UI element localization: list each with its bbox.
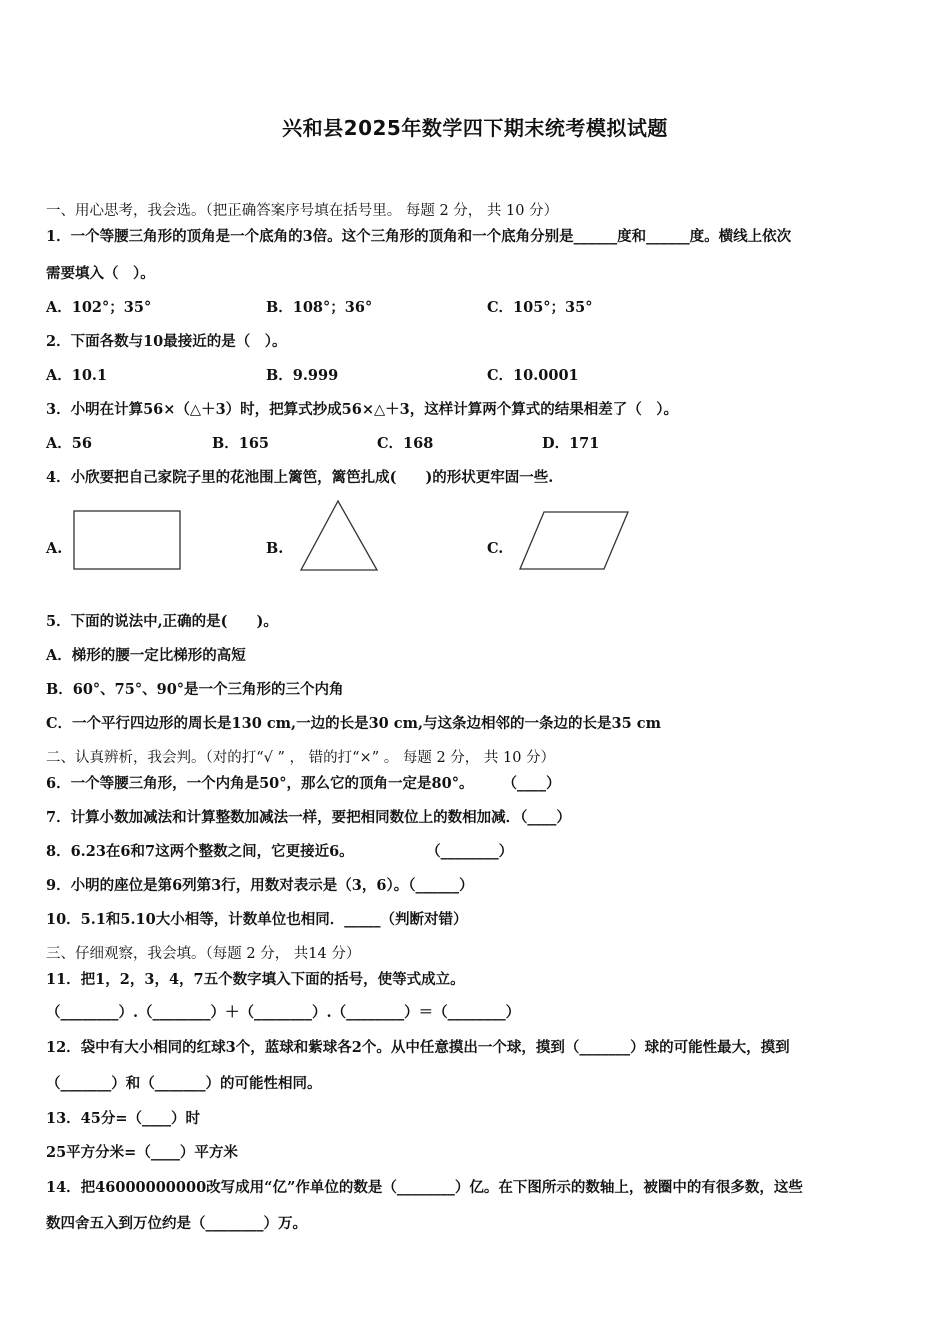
q12-text-line1: 12．袋中有大小相同的红球3个，蓝球和紫球各2个。从中任意摸出一个球，摸到（_______）球的可能性最大，摸到 bbox=[46, 1039, 790, 1056]
q5-text: 5．下面的说法中,正确的是( )。 bbox=[46, 613, 278, 630]
q1-option-a: A．102°；35° bbox=[46, 299, 152, 316]
q3-option-d: D．171 bbox=[542, 435, 600, 452]
parallelogram-shape bbox=[516, 509, 632, 573]
page-title: 兴和县2025年数学四下期末统考模拟试题 bbox=[282, 116, 668, 140]
section3-heading: 三、仔细观察，我会填。（每题 2 分， 共14 分） bbox=[46, 946, 361, 962]
q2-option-c: C．10.0001 bbox=[487, 367, 579, 384]
q8-text: 8．6.23在6和7这两个整数之间，它更接近6。 （________） bbox=[46, 843, 514, 860]
q4-text: 4．小欣要把自己家院子里的花池围上篱笆，篱笆扎成( )的形状更牢固一些. bbox=[46, 469, 554, 486]
q12-text-line2: （_______）和（_______）的可能性相同。 bbox=[46, 1075, 322, 1092]
q2-option-a: A．10.1 bbox=[46, 367, 108, 384]
q11-equation: （________）.（________）＋（________）.（________）＝（________） bbox=[46, 1004, 521, 1021]
q3-text: 3．小明在计算56×（△＋3）时，把算式抄成56×△＋3，这样计算两个算式的结果相差了（ ）。 bbox=[46, 401, 678, 418]
q5-option-a: A．梯形的腰一定比梯形的高短 bbox=[46, 647, 246, 664]
section1-heading: 一、用心思考，我会选。（把正确答案序号填在括号里。 每题 2 分， 共 10 分） bbox=[46, 203, 559, 219]
q2-option-b: B．9.999 bbox=[266, 367, 339, 384]
section2-heading: 二、认真辨析，我会判。（对的打“√ ” ， 错的打“×” 。 每题 2 分， 共 10 分） bbox=[46, 750, 556, 766]
q4-label-b: B. bbox=[266, 540, 284, 557]
triangle-shape bbox=[297, 498, 381, 574]
q4-label-c: C. bbox=[487, 540, 504, 557]
q1-option-b: B．108°；36° bbox=[266, 299, 373, 316]
q3-option-a: A．56 bbox=[46, 435, 92, 452]
q4-label-a: A. bbox=[46, 540, 63, 557]
q13-text-line2: 25平方分米=（____）平方米 bbox=[46, 1144, 238, 1161]
q9-text: 9．小明的座位是第6列第3行，用数对表示是（3，6）。（______） bbox=[46, 877, 474, 894]
q6-text: 6．一个等腰三角形，一个内角是50°，那么它的顶角一定是80°。 （____） bbox=[46, 775, 561, 792]
rectangle-shape bbox=[72, 509, 184, 573]
q10-text: 10．5.1和5.10大小相等，计数单位也相同．_____（判断对错） bbox=[46, 911, 468, 928]
q5-option-b: B．60°、75°、90°是一个三角形的三个内角 bbox=[46, 681, 344, 698]
q3-option-b: B．165 bbox=[212, 435, 270, 452]
q2-text: 2．下面各数与10最接近的是（ ）。 bbox=[46, 333, 287, 350]
q1-text-line1: 1．一个等腰三角形的顶角是一个底角的3倍。这个三角形的顶角和一个底角分别是______度和______度。横线上依次 bbox=[46, 228, 792, 245]
q7-text: 7．计算小数加减法和计算整数加减法一样，要把相同数位上的数相加减．（____） bbox=[46, 809, 571, 826]
q1-option-c: C．105°；35° bbox=[487, 299, 593, 316]
q5-option-c: C．一个平行四边形的周长是130 cm,一边的长是30 cm,与这条边相邻的一条边的长是35 cm bbox=[46, 715, 661, 732]
q14-text-line1: 14．把46000000000改写成用“亿”作单位的数是（________）亿。在下图所示的数轴上，被圈中的有很多数，这些 bbox=[46, 1179, 803, 1196]
q13-text-line1: 13．45分=（____）时 bbox=[46, 1110, 201, 1127]
q11-text: 11．把1，2，3，4，7五个数字填入下面的括号，使等式成立。 bbox=[46, 971, 465, 988]
q14-text-line2: 数四舍五入到万位约是（________）万。 bbox=[46, 1215, 307, 1232]
q3-option-c: C．168 bbox=[377, 435, 434, 452]
q1-text-line2: 需要填入（ ）。 bbox=[46, 265, 155, 282]
